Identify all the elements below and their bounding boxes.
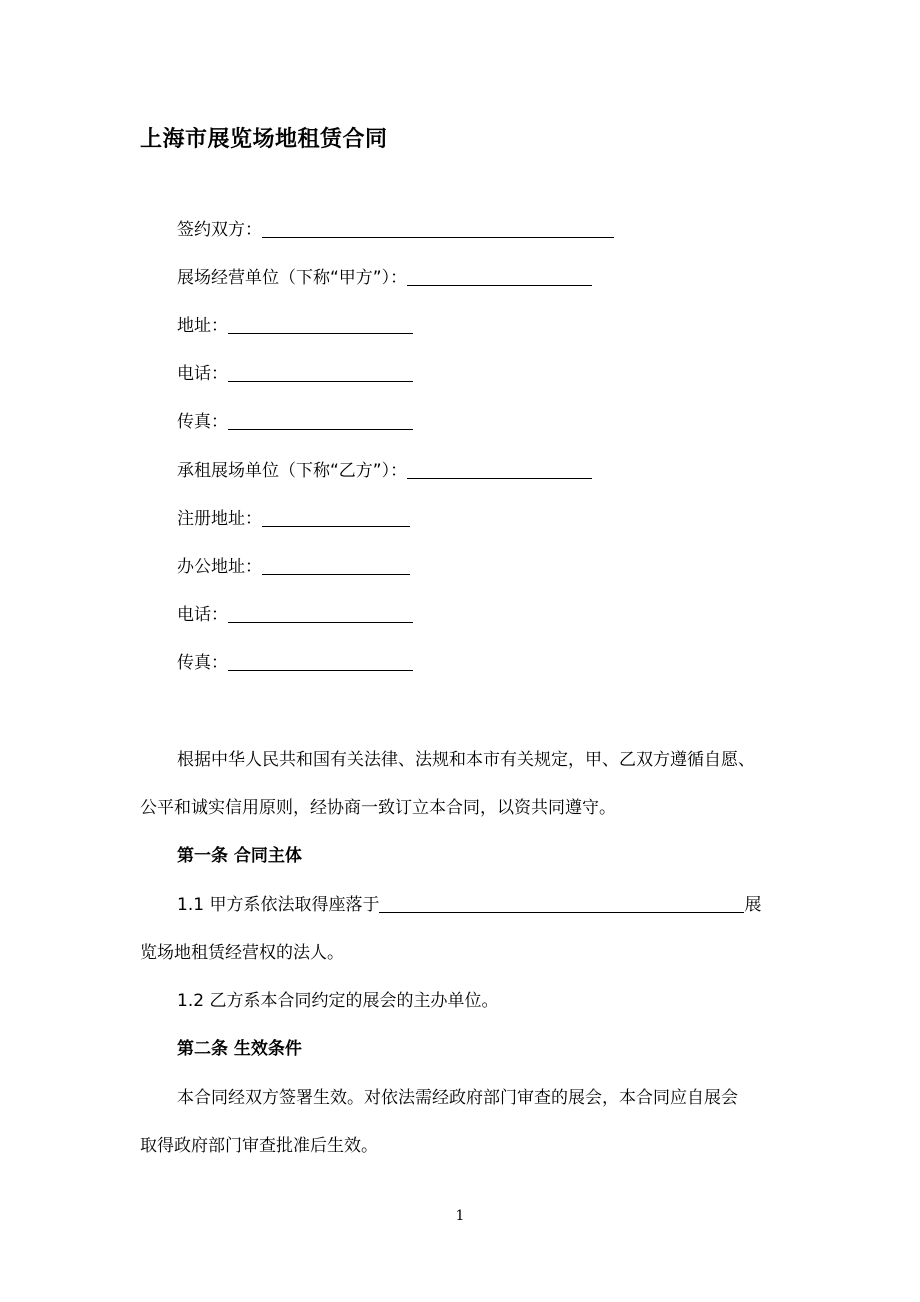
field-label: 展场经营单位（下称“甲方”）： — [177, 268, 408, 288]
blank-line[interactable] — [262, 556, 410, 575]
blank-line[interactable] — [262, 508, 410, 527]
clause-1-2: 1.2 乙方系本合同约定的展会的主办单位。 — [177, 991, 499, 1011]
blank-line[interactable] — [228, 411, 413, 430]
blank-line[interactable] — [407, 267, 592, 286]
field-lessor-unit — [177, 266, 592, 290]
document-title: 上海市展览场地租赁合同 — [140, 127, 388, 152]
blank-line[interactable] — [228, 315, 413, 334]
field-label: 电话： — [177, 605, 228, 625]
article-2-heading: 第二条 生效条件 — [177, 1039, 302, 1059]
field-lessor-phone — [177, 362, 413, 386]
field-lessor-address — [177, 314, 413, 338]
field-label: 传真： — [177, 653, 228, 673]
blank-line[interactable] — [228, 363, 413, 382]
clause-1-1-continued: 览场地租赁经营权的法人。 — [140, 943, 344, 963]
blank-line[interactable] — [228, 652, 413, 671]
article-2-line-1: 本合同经双方签署生效。对依法需经政府部门审查的展会，本合同应自展会 — [177, 1088, 738, 1108]
preamble-line-1: 根据中华人民共和国有关法律、法规和本市有关规定，甲、乙双方遵循自愿、 — [177, 750, 755, 770]
field-lessee-unit — [177, 459, 592, 483]
blank-line[interactable] — [379, 894, 744, 913]
blank-line[interactable] — [262, 219, 614, 238]
field-label: 地址： — [177, 316, 228, 336]
page-number: 1 — [455, 1208, 465, 1224]
field-signing-parties — [177, 218, 614, 242]
preamble-line-2: 公平和诚实信用原则，经协商一致订立本合同，以资共同遵守。 — [140, 798, 616, 818]
field-label: 签约双方： — [177, 220, 262, 240]
article-2-line-2: 取得政府部门审查批准后生效。 — [140, 1136, 378, 1156]
clause-text: 1.1 甲方系依法取得座落于 — [177, 895, 380, 915]
field-label: 电话： — [177, 364, 228, 384]
field-label: 承租展场单位（下称“乙方”）： — [177, 461, 408, 481]
clause-1-1 — [177, 893, 761, 917]
blank-line[interactable] — [228, 604, 413, 623]
field-label: 办公地址： — [177, 557, 262, 577]
field-label: 传真： — [177, 412, 228, 432]
field-lessee-fax — [177, 651, 413, 675]
blank-line[interactable] — [407, 460, 592, 479]
field-lessee-phone — [177, 603, 413, 627]
field-label: 注册地址： — [177, 509, 262, 529]
clause-text: 展 — [744, 895, 762, 915]
article-1-heading: 第一条 合同主体 — [177, 846, 302, 866]
field-lessor-fax — [177, 410, 413, 434]
field-lessee-reg-address — [177, 507, 410, 531]
field-lessee-office-address — [177, 555, 410, 579]
